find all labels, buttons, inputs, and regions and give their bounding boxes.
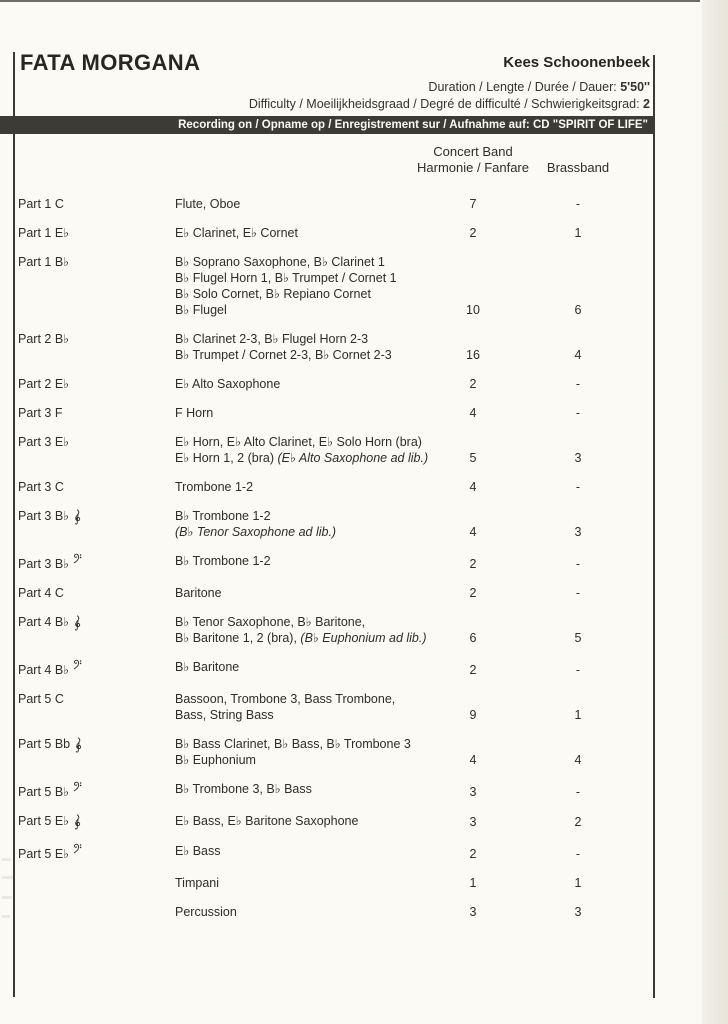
table-row	[18, 254, 658, 318]
harmonie-count: 10	[466, 303, 480, 317]
table-row	[18, 405, 658, 421]
instrument-list	[175, 659, 443, 675]
brassband-count: 1	[574, 708, 582, 722]
table-row	[18, 659, 658, 678]
table-row	[18, 813, 658, 830]
instrument-line: Bassoon, Trombone 3, Bass Trombone,	[175, 692, 396, 706]
part-label: Part 1 C	[18, 197, 64, 211]
brassband-count: -	[575, 377, 581, 391]
brassband-count: -	[575, 197, 581, 211]
bleed-through-mark	[2, 896, 12, 899]
instrument-list	[175, 614, 443, 646]
treble-clef-icon	[73, 737, 83, 753]
harmonie-count: 16	[466, 348, 480, 362]
brassband-count: 4	[574, 753, 582, 767]
harmonie-count: 4	[469, 525, 477, 539]
bleed-through-mark	[2, 915, 10, 918]
part-label: Part 5 C	[18, 692, 64, 706]
instrument-list	[175, 875, 443, 891]
instrument-list	[175, 736, 443, 768]
recording-banner	[0, 116, 655, 134]
instrument-line: B♭ Baritone	[175, 660, 240, 674]
instrument-line: Baritone	[175, 586, 222, 600]
page-title: FATA MORGANA	[20, 50, 201, 75]
table-row	[18, 508, 658, 540]
instrument-list	[175, 553, 443, 569]
bass-clef-icon	[73, 659, 82, 670]
instrument-line: B♭ Solo Cornet, B♭ Repiano Cornet	[175, 287, 371, 301]
difficulty-line	[150, 97, 650, 111]
table-row	[18, 614, 658, 646]
column-header-concert-band	[417, 144, 529, 176]
column-header-brassband: Brassband	[546, 160, 610, 175]
bass-clef-icon	[73, 843, 82, 854]
instrument-line: B♭ Clarinet 2-3, B♭ Flugel Horn 2-3	[175, 332, 369, 346]
instrument-list	[175, 434, 443, 466]
bleed-through-mark	[2, 858, 11, 861]
table-row	[18, 376, 658, 392]
part-label: Part 2 B♭	[18, 332, 70, 346]
part-label: Part 3 C	[18, 480, 64, 494]
harmonie-count: 6	[469, 631, 477, 645]
recording-value: CD "SPIRIT OF LIFE"	[532, 119, 648, 131]
difficulty-value: 2	[643, 97, 650, 111]
composer-name: Kees Schoonenbeek	[503, 54, 650, 71]
top-border-line	[0, 0, 700, 2]
instrument-line: Flute, Oboe	[175, 197, 241, 211]
instrument-line: Percussion	[175, 904, 237, 919]
harmonie-count: 2	[469, 226, 477, 240]
instrument-line: B♭ Soprano Saxophone, B♭ Clarinet 1	[175, 255, 385, 269]
brassband-count: -	[575, 480, 581, 494]
instrument-list	[175, 196, 443, 212]
harmonie-count: 3	[469, 904, 477, 919]
treble-clef-icon	[72, 615, 82, 631]
bleed-through-mark	[2, 876, 13, 879]
part-label: Part 3 F	[18, 406, 63, 420]
harmonie-count: 3	[469, 785, 477, 799]
brassband-count: 6	[574, 303, 582, 317]
instrument-list	[175, 376, 443, 392]
duration-value: 5'50''	[620, 80, 650, 94]
brassband-count: 2	[574, 814, 582, 829]
part-label: Part 5 B♭	[18, 781, 175, 800]
harmonie-count: 2	[469, 377, 477, 391]
table-row	[18, 434, 658, 466]
instrument-list	[175, 691, 443, 723]
instrument-list	[175, 813, 443, 829]
table-body	[18, 196, 658, 920]
concert-band-line2: Harmonie / Fanfare	[417, 160, 529, 175]
left-vertical-rule	[13, 52, 15, 997]
instrument-line: E♭ Clarinet, E♭ Cornet	[175, 226, 298, 240]
part-label: Part 1 B♭	[18, 255, 70, 269]
instrument-line: (B♭ Tenor Saxophone ad lib.)	[175, 525, 337, 539]
instrument-list	[175, 225, 443, 241]
part-label: Part 3 B♭	[18, 508, 175, 525]
instrument-line: B♭ Bass Clarinet, B♭ Bass, B♭ Trombone 3	[175, 737, 411, 751]
part-label: Part 5 Bb	[18, 736, 175, 753]
brassband-count: 3	[574, 451, 582, 465]
brassband-count: 4	[574, 348, 582, 362]
instrument-list	[175, 508, 443, 540]
brassband-count: -	[575, 586, 581, 600]
table-row	[18, 479, 658, 495]
table-row	[18, 331, 658, 363]
instrument-list	[175, 843, 443, 859]
table-row	[18, 225, 658, 241]
bass-clef-icon	[73, 781, 82, 792]
table-row	[18, 843, 658, 862]
table-header	[18, 144, 658, 176]
harmonie-count: 7	[469, 197, 477, 211]
instrument-line: B♭ Tenor Saxophone, B♭ Baritone,	[175, 615, 366, 629]
instrument-line: B♭ Trumpet / Cornet 2-3, B♭ Cornet 2-3	[175, 348, 392, 362]
brassband-count: 1	[574, 226, 582, 240]
brassband-count: -	[575, 663, 581, 677]
treble-clef-icon	[72, 509, 82, 525]
table-row	[18, 781, 658, 800]
part-label: Part 4 B♭	[18, 614, 175, 631]
treble-clef-icon	[72, 814, 82, 830]
instrument-line: E♭ Bass	[175, 843, 221, 858]
instrument-line: B♭ Trombone 1-2	[175, 509, 271, 523]
table-row	[18, 736, 658, 768]
instrument-list	[175, 904, 443, 920]
instrument-list	[175, 479, 443, 495]
instrument-list	[175, 585, 443, 601]
brassband-count: 3	[574, 525, 582, 539]
part-label: Part 5 E♭	[18, 843, 175, 862]
instrument-list	[175, 331, 443, 363]
part-label: Part 3 B♭	[18, 553, 175, 572]
harmonie-count: 2	[469, 663, 477, 677]
duration-label: Duration / Lengte / Durée / Dauer:	[428, 80, 617, 94]
harmonie-count: 2	[469, 586, 477, 600]
brassband-count: -	[575, 406, 581, 420]
instrument-line: E♭ Bass, E♭ Baritone Saxophone	[175, 814, 359, 828]
part-label: Part 2 E♭	[18, 377, 70, 391]
instrument-line: E♭ Alto Saxophone	[175, 377, 281, 391]
part-label: Part 1 E♭	[18, 226, 70, 240]
brassband-count: 3	[574, 904, 582, 919]
brassband-count: 1	[574, 875, 582, 890]
instrument-list	[175, 254, 443, 318]
instrument-line: B♭ Flugel Horn 1, B♭ Trumpet / Cornet 1	[175, 271, 397, 285]
harmonie-count: 2	[469, 557, 477, 571]
part-label: Part 4 C	[18, 586, 64, 600]
instrument-line: B♭ Baritone 1, 2 (bra), (B♭ Euphonium ad lib.)	[175, 631, 427, 645]
table-row	[18, 196, 658, 212]
instrument-line: B♭ Flugel	[175, 303, 227, 317]
table-row	[18, 875, 658, 891]
part-label: Part 4 B♭	[18, 659, 175, 678]
brassband-count: 5	[574, 631, 582, 645]
part-label: Part 5 E♭	[18, 813, 175, 830]
instrumentation-table	[18, 144, 658, 933]
concert-band-line1: Concert Band	[433, 144, 513, 159]
harmonie-count: 3	[469, 814, 477, 829]
harmonie-count: 4	[469, 480, 477, 494]
instrument-line: B♭ Euphonium	[175, 753, 256, 767]
instrument-line: E♭ Horn 1, 2 (bra) (E♭ Alto Saxophone ad lib.)	[175, 451, 429, 465]
difficulty-label: Difficulty / Moeilijkheidsgraad / Degré de difficulté / Schwierigkeitsgrad:	[248, 97, 640, 111]
instrument-line: Bass, String Bass	[175, 708, 274, 722]
table-row	[18, 553, 658, 572]
part-label: Part 3 E♭	[18, 435, 70, 449]
harmonie-count: 5	[469, 451, 477, 465]
harmonie-count: 2	[469, 846, 477, 861]
instrument-line: Timpani	[175, 875, 219, 890]
table-row	[18, 691, 658, 723]
brassband-count: -	[575, 846, 581, 861]
brassband-count: -	[575, 785, 581, 799]
harmonie-count: 4	[469, 753, 477, 767]
page-edge-shadow	[702, 0, 728, 1024]
harmonie-count: 4	[469, 406, 477, 420]
table-row	[18, 904, 658, 920]
duration-line	[150, 80, 650, 94]
instrument-line: B♭ Trombone 3, B♭ Bass	[175, 782, 312, 796]
brassband-count: -	[575, 557, 581, 571]
recording-label: Recording on / Opname op / Enregistrement sur / Aufnahme auf:	[178, 119, 530, 131]
instrument-list	[175, 405, 443, 421]
instrument-line: Trombone 1-2	[175, 480, 254, 494]
bass-clef-icon	[73, 553, 82, 564]
instrument-list	[175, 781, 443, 797]
table-row	[18, 585, 658, 601]
instrument-line: E♭ Horn, E♭ Alto Clarinet, E♭ Solo Horn (bra)	[175, 435, 422, 449]
harmonie-count: 9	[469, 708, 477, 722]
instrument-line: F Horn	[175, 406, 214, 420]
instrument-line: B♭ Trombone 1-2	[175, 554, 271, 568]
harmonie-count: 1	[469, 875, 477, 890]
